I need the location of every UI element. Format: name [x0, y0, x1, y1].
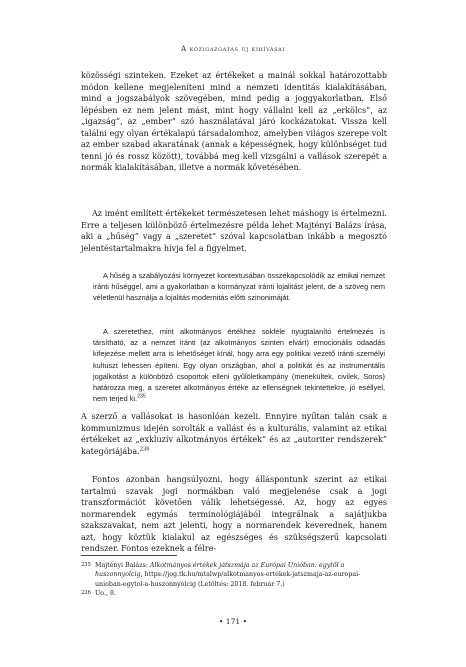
paragraph-2 [81, 208, 387, 254]
page-number: • 171 • [218, 617, 248, 626]
block-quote-2 [93, 326, 385, 404]
running-head: A közigazgatás új kihívásai [181, 44, 285, 53]
paragraph-3 [81, 411, 387, 457]
paragraph-body [81, 411, 387, 457]
footnote-ref-236[interactable]: 236 [139, 445, 150, 452]
footnote-235 [81, 561, 387, 589]
paragraph-text: közösségi szinteken. Ezeket az értékeket a mainál sokkal határozottabb módon kellene megjeleníteni mind a nemzeti identitás kialakításában, mind a jogszabályok szövegében, mind pedig a joggyakorlatban. Első lépésben ez nem jelent mást, mint hogy vállalni kell az „erkölcs”, az „igazság”, az „ember” szó használatával járó kockázatokat. Vissza kell találni egy olyan értékalapú társadalomhoz, amelyben világos szerepe volt az ember szabad akaratának (annak a képességnek, hogy különbséget tud tenni jó és rossz között), továbbá meg kell vizsgálni a vallások szerepét a normák kialakításában, illetve a normák követésében. [81, 71, 387, 173]
footnote-ref-235[interactable]: 235 [137, 393, 146, 400]
paragraph-text: Fontos azonban hangsúlyozni, hogy álláspontunk szerint az etikai tartalmú szavak jogi normákban való megjelenése csak a jogi transzformációt követően válik lehetségessé. Az, hogy az egyes normarendek egymás terminológiájából integrálnak a sajátjukba szakszavakat, nem azt jelenti, hogy a normarendek keverednek, hanem azt, hogy köztük kialakul az egészséges és szükségszerű kapcsolati rendszer. Fontos ezeknek a félre- [81, 475, 387, 554]
paragraph-1 [81, 70, 387, 174]
quote-text: A szeretethez, mint alkotmányos értékhez sokféle nyugtalanító értelmezés is társítható, az a nemzet iránti (az alkotmányos szinten elvárt) emocionális odaadás kifejezése mellett arra is lehetőséget kínál, hogy arra egy politikai vezető iránti személyi kultuszt lehessen építeni. Egy olyan országban, ahol a politikát és az instrumentális jogalkotást a különböző csoportok elleni gyűlöletkampány (menekültek, civilek, Soros) határozza meg, a szeretet alkotmányos értéke az ellenségnek tekintettekre, jó eséllyel, nem terjed ki. [93, 327, 385, 404]
block-quote-1 [93, 270, 385, 304]
footnote-text: Uo., 8. [95, 589, 116, 597]
footnote-link[interactable]: https://jog.tk.hu/mtalwp/alkotmanyos-ertekek-jatszmaja-az-europai-unioban-egytol-a-huszonnyolcig (Letöltés: 2018. február 7.) [95, 571, 361, 588]
footnote-236 [81, 589, 387, 598]
footnote-number: 235 [81, 562, 91, 568]
footnote-divider [81, 555, 177, 556]
footnote-title: Alkotmányos értékek játszmája az Európai Unióban: egytől a huszonnyolcig, [95, 562, 345, 579]
footnote-text [95, 561, 387, 589]
footnotes-section [81, 555, 387, 598]
paragraph-text: Az imént említett értékeket természetesen lehet máshogy is értelmezni. Erre a teljesen különböző értelmezésre példa lehet Majtényi Balázs írása, aki a „hűség” vagy a „szeretet” szóval kapcsolatban inkább a megosztó jelentéstartalmakra hívja fel a figyelmet. [81, 209, 387, 253]
quote-paragraph [93, 326, 385, 404]
paragraph-4 [81, 474, 387, 555]
footnote-number: 236 [81, 589, 91, 596]
footnote-author: Majtényi Balázs: [95, 562, 148, 569]
paragraph-text: A szerző a vallásokat is hasonlóan kezeli. Ennyire nyíltan talán csak a kommunizmus idején sorolták a vallást és a kulturális, valamint az etikai értékeket az „exkluzív alkotmányos értékek” és az „autoriter rendszerek” kategóriájába. [81, 412, 387, 456]
quote-text: A hűség a szabályozási környezet kontextusában összekapcsolódik az etnikai nemzet iránti hűséggel, ami a gyakorlatban a kormányzat iránti lojalitást jelent, de a szöveg nem véletlenül használja a lojalitás modernitás előtti szinonimáját. [93, 271, 385, 303]
